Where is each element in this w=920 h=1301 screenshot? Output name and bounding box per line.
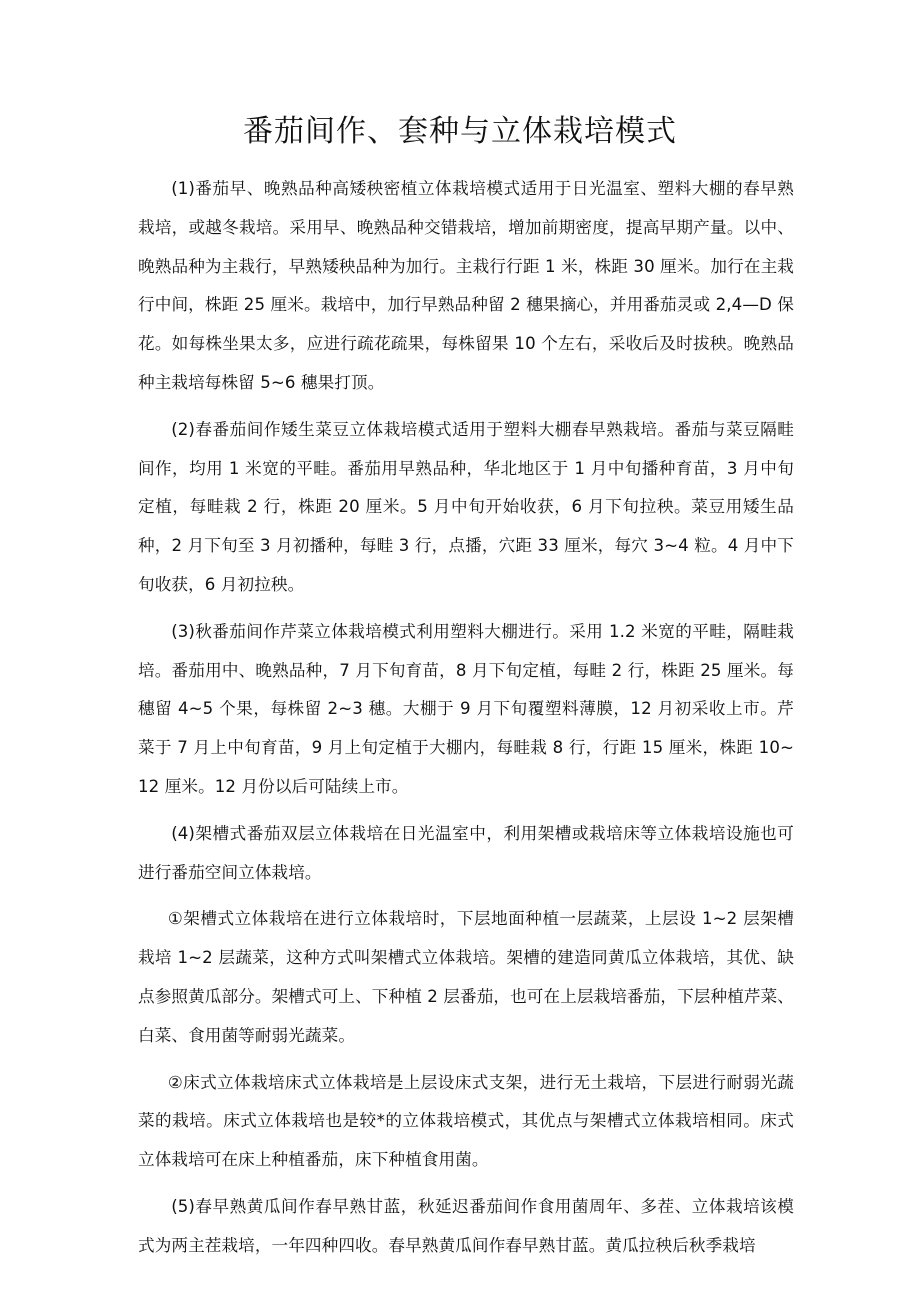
document-title: 番茄间作、套种与立体栽培模式 [243,114,677,149]
paragraph-4: (4)架槽式番茄双层立体栽培在日光温室中，利用架槽或栽培床等立体栽培设施也可进行番茄空间立体栽培。 [138,823,794,882]
document-body [138,170,794,1274]
paragraph-1: (1)番茄早、晚熟品种高矮秧密植立体栽培模式适用于日光温室、塑料大棚的春早熟栽培，或越冬栽培。采用早、晚熟品种交错栽培，增加前期密度，提高早期产量。以中、晚熟品种为主栽行，早熟矮秧品种为加行。主栽行行距 1 米，株距 30 厘米。加行在主栽行中间，株距 25 厘米。栽培中，加行早熟品种留 2 穗果摘心，并用番茄灵或 2,4—D 保花。如每株坐果太多，应进行疏花疏果，每株留果 10 个左右，采收后及时拔秧。晚熟品种主栽培每株留 5~6 穗果打顶。 [138,179,794,392]
paragraph-7: (5)春早熟黄瓜间作春早熟甘蓝，秋延迟番茄间作食用菌周年、多茬、立体栽培该模式为两主茬栽培，一年四种四收。春早熟黄瓜间作春早熟甘蓝。黄瓜拉秧后秋季栽培 [138,1196,794,1255]
paragraph-3: (3)秋番茄间作芹菜立体栽培模式利用塑料大棚进行。采用 1.2 米宽的平畦，隔畦栽培。番茄用中、晚熟品种，7 月下旬育苗，8 月下旬定植，每畦 2 行，株距 25 厘米。每穗留 4~5 个果，每株留 2~3 穗。大棚于 9 月下旬覆塑料薄膜，12 月初采收上市。芹菜于 7 月上中旬育苗，9 月上旬定植于大棚内，每畦栽 8 行，行距 15 厘米，株距 10~12 厘米。12 月份以后可陆续上市。 [138,621,794,796]
paragraph-2: (2)春番茄间作矮生菜豆立体栽培模式适用于塑料大棚春早熟栽培。番茄与菜豆隔畦间作，均用 1 米宽的平畦。番茄用早熟品种，华北地区于 1 月中旬播种育苗，3 月中旬定植，每畦栽 2 行，株距 20 厘米。5 月中旬开始收获，6 月下旬拉秧。菜豆用矮生品种，2 月下旬至 3 月初播种，每畦 3 行，点播，穴距 33 厘米，每穴 3~4 粒。4 月中下旬收获，6 月初拉秧。 [138,419,794,594]
paragraph-5: ①架槽式立体栽培在进行立体栽培时，下层地面种植一层蔬菜，上层设 1~2 层架槽栽培 1~2 层蔬菜，这种方式叫架槽式立体栽培。架槽的建造同黄瓜立体栽培，其优、缺点参照黄瓜部分。架槽式可上、下种植 2 层番茄，也可在上层栽培番茄，下层种植芹菜、白菜、食用菌等耐弱光蔬菜。 [138,909,794,1045]
paragraph-6: ②床式立体栽培床式立体栽培是上层设床式支架，进行无土栽培，下层进行耐弱光蔬菜的栽培。床式立体栽培也是较*的立体栽培模式，其优点与架槽式立体栽培相同。床式立体栽培可在床上种植番茄，床下种植食用菌。 [138,1072,794,1170]
